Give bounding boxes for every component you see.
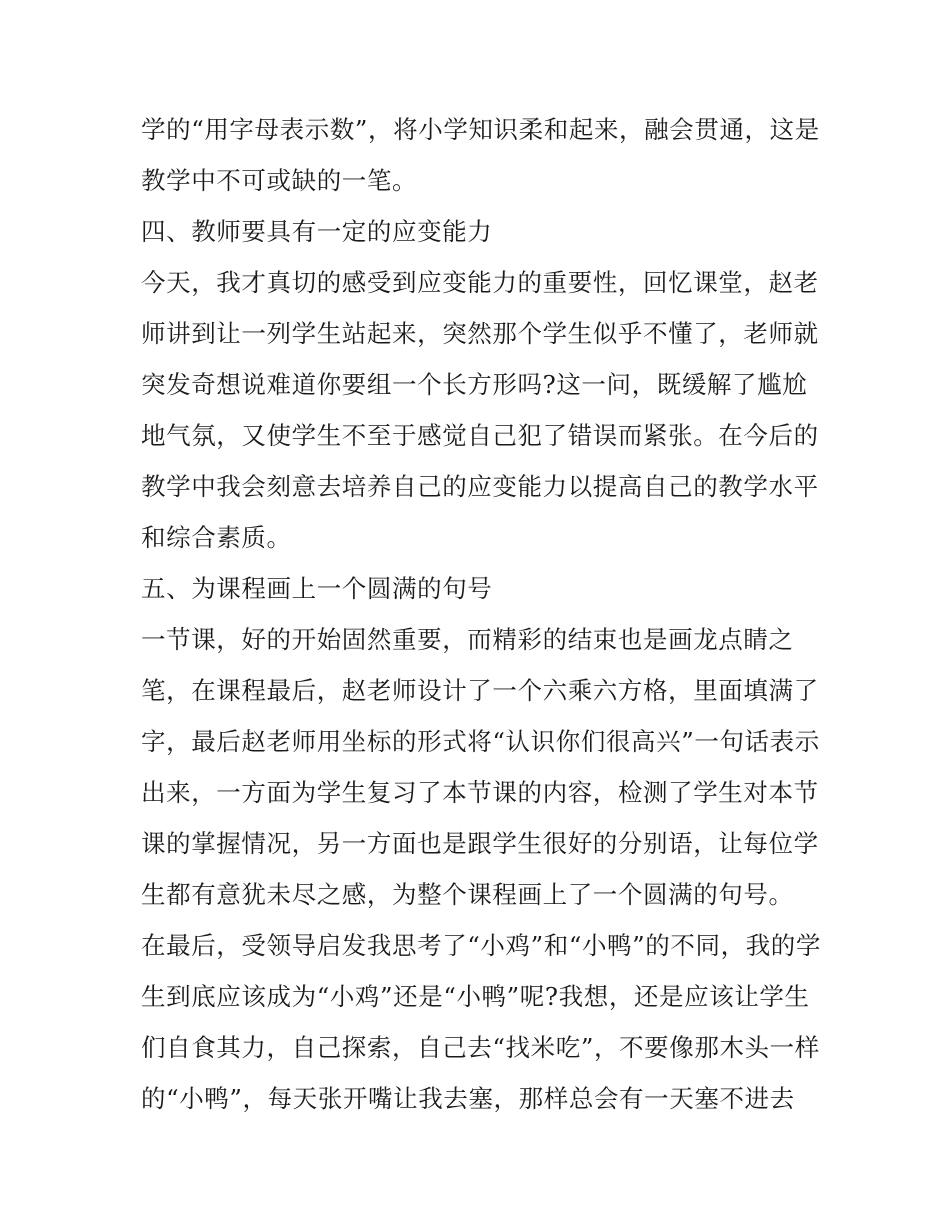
body-line: 生都有意犹未尽之感，为整个课程画上了一个圆满的句号。 [141,880,794,909]
body-line: 突发奇想说难道你要组一个长方形吗?这一问，既缓解了尴尬 [141,370,808,399]
body-line: 出来，一方面为学生复习了本节课的内容，检测了学生对本节 [141,778,819,807]
body-line: 字，最后赵老师用坐标的形式将“认识你们很高兴”一句话表示 [141,727,820,756]
body-line: 和综合素质。 [141,523,292,552]
body-line: 地气氛，又使学生不至于感觉自己犯了错误而紧张。在今后的 [141,421,819,450]
section-heading: 四、教师要具有一定的应变能力 [141,217,493,246]
body-line: 今天，我才真切的感受到应变能力的重要性，回忆课堂，赵老 [141,268,819,297]
body-line: 一节课，好的开始固然重要，而精彩的结束也是画龙点睛之 [141,625,794,654]
body-line: 师讲到让一列学生站起来，突然那个学生似乎不懂了，老师就 [141,319,819,348]
body-line: 们自食其力，自己探索，自己去“找米吃”，不要像那木头一样 [141,1033,820,1062]
document-body [141,104,821,1124]
section-heading: 五、为课程画上一个圆满的句号 [141,574,493,603]
body-line: 课的掌握情况，另一方面也是跟学生很好的分别语，让每位学 [141,829,819,858]
body-line: 教学中不可或缺的一笔。 [141,166,418,195]
body-line: 生到底应该成为“小鸡”还是“小鸭”呢?我想，还是应该让学生 [141,982,810,1011]
body-line: 笔，在课程最后，赵老师设计了一个六乘六方格，里面填满了 [141,676,819,705]
body-line: 的“小鸭”，每天张开嘴让我去塞，那样总会有一天塞不进去 [141,1084,795,1113]
body-line: 教学中我会刻意去培养自己的应变能力以提高自己的教学水平 [141,472,819,501]
body-line: 学的“用字母表示数”，将小学知识柔和起来，融会贯通，这是 [141,115,820,144]
body-line: 在最后，受领导启发我思考了“小鸡”和“小鸭”的不同，我的学 [141,931,821,960]
